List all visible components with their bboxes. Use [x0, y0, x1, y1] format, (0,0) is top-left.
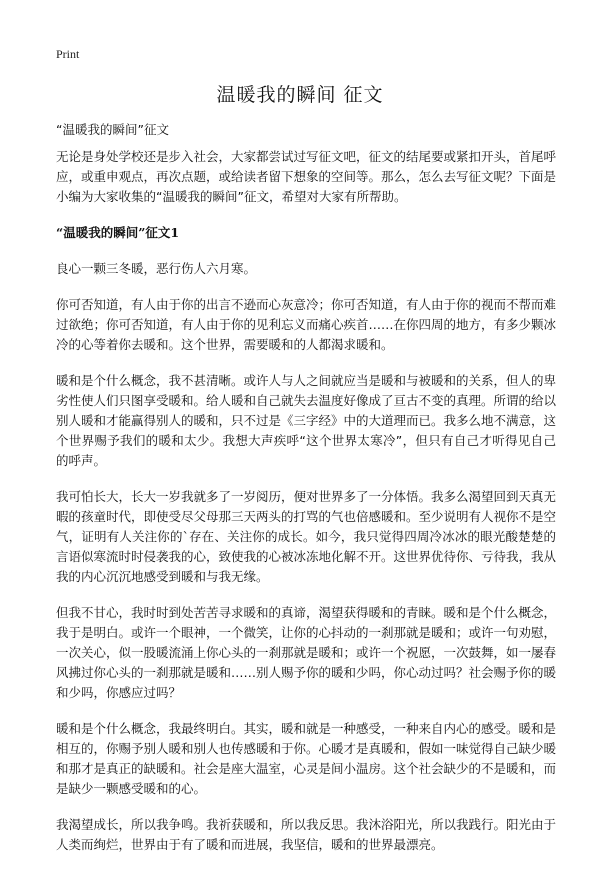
- paragraph-4: 我可怕长大，长大一岁我就多了一岁阅历，便对世界多了一分体悟。我多么渴望回到天真无暇的孩童时代，即使受尽父母那三天两头的打骂的气也倍感暖和。至少说明有人视你不是空气，证明有人关注你的`存在、关注你的成长。如今，我只觉得四周冷冰冰的眼光酸楚楚的言语似寒流时时侵袭我的心，致使我的心被冰冻地化解不开。这世界优待你、亏待我，我从我的内心沉沉地感受到暖和与我无缘。: [56, 489, 557, 584]
- print-label: Print: [56, 47, 80, 61]
- paragraph-5: 但我不甘心，我时时到处苦苦寻求暖和的真谛，渴望获得暖和的青睐。暖和是个什么概念，我于是明白。或许一个眼神，一个微笑，让你的心抖动的一刹那就是暖和；或许一句劝慰，一次关心，似一股暖流涌上你心头的一刹那就是暖和；或许一个祝愿，一次鼓舞，如一屡春风拂过你心头的一刹那就是暖和……别人赐予你的暖和少吗，你心动过吗？社会赐予你的暖和少吗，你感应过吗？: [56, 605, 557, 700]
- paragraph-2: 你可否知道，有人由于你的出言不逊而心灰意冷；你可否知道，有人由于你的视而不帮而难过欲绝；你可否知道，有人由于你的见利忘义而痛心疾首……在你四周的地方，有多少颗冰冷的心等着你去暖和。这个世界，需要暖和的人都渴求暖和。: [56, 297, 557, 352]
- page-title: 温暖我的瞬间 征文: [216, 84, 384, 106]
- intro-paragraph: 无论是身处学校还是步入社会，大家都尝试过写征文吧，征文的结尾要或紧扣开头，首尾呼应，或重申观点，再次点题，或给读者留下想象的空间等。那么，怎么去写征文呢？下面是小编为大家收集的“温暖我的瞬间”征文，希望对大家有所帮助。: [56, 149, 557, 204]
- document-subtitle: “温暖我的瞬间”征文: [56, 122, 169, 137]
- paragraph-1: 良心一颗三冬暖，恶行伤人六月寒。: [56, 261, 257, 276]
- paragraph-3: 暖和是个什么概念，我不甚清晰。或许人与人之间就应当是暖和与被暖和的关系，但人的卑劣性使人们只图享受暖和。给人暖和自己就失去温度好像成了亘古不变的真理。所谓的给以别人暖和才能赢得别人的暖和，只不过是《三字经》中的大道理而已。我多么地不满意，这个世界赐予我们的暖和太少。我想大声疾呼“这个世界太寒冷”，但只有自己才听得见自己的呼声。: [56, 373, 557, 468]
- paragraph-7: 我渴望成长，所以我争鸣。我祈获暖和，所以我反思。我沐浴阳光，所以我践行。阳光由于人类而绚烂，世界由于有了暖和而进展，我坚信，暖和的世界最漂亮。: [56, 817, 557, 852]
- paragraph-6: 暖和是个什么概念，我最终明白。其实，暖和就是一种感受，一种来自内心的感受。暖和是相互的，你赐予别人暖和别人也传感暖和于你。心暖才是真暖和，假如一味觉得自己缺少暖和那才是真正的缺暖和。社会是座大温室，心灵是间小温房。这个社会缺少的不是暖和，而是缺少一颗感受暖和的心。: [56, 721, 557, 796]
- article-body: [56, 147, 556, 871]
- section-heading: “温暖我的瞬间”征文1: [56, 225, 180, 240]
